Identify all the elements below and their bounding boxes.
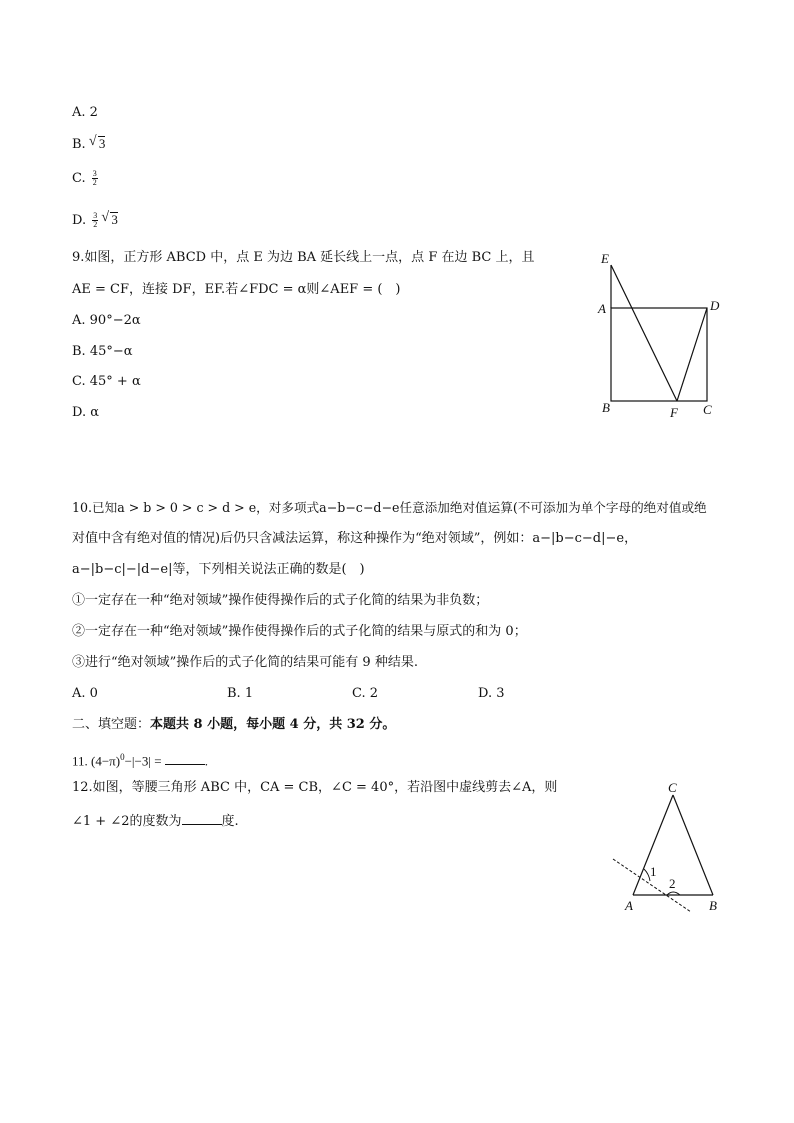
q10-option-d: D. 3	[478, 686, 505, 701]
q12-triangle-figure	[605, 775, 740, 920]
q10-stem-line3: a−|b−c|−|d−e|等，下列相关说法正确的数是( )	[72, 562, 365, 577]
section2-heading-prefix: 二、填空题：	[72, 717, 151, 732]
q10-option-b: B. 1	[227, 686, 254, 701]
q11-period: .	[204, 753, 209, 769]
label-angle-2: 2	[669, 876, 676, 891]
q10-option-a: A. 0	[72, 686, 98, 701]
q11-stem	[72, 749, 208, 769]
q12-stem-line2-suffix: 度.	[221, 814, 239, 829]
segment-df	[677, 308, 707, 401]
q9-stem-line1: 9.如图，正方形 ABCD 中，点 E 为边 BA 延长线上一点，点 F 在边 BC 上，且	[72, 250, 535, 265]
q10-statement-1: ①一定存在一种“绝对领域”操作使得操作后的式子化简的结果为非负数；	[72, 593, 489, 608]
label-a: A	[598, 301, 606, 316]
section2-heading-detail: 本题共 8 小题，每小题 4 分，共 32 分。	[150, 717, 396, 732]
q8-option-b-sqrt: √ 3	[98, 136, 106, 150]
label-f: F	[670, 405, 678, 420]
q10-statement-3: ③进行“绝对领域”操作后的式子化简的结果可能有 9 种结果.	[72, 655, 418, 670]
q8-option-c-label: C.	[72, 171, 86, 186]
q10-statement-2: ②一定存在一种“绝对领域”操作使得操作后的式子化简的结果与原式的和为 0；	[72, 624, 527, 639]
q9-option-a: A. 90°−2α	[72, 313, 141, 328]
segment-ef	[611, 265, 677, 401]
q8-option-d-fraction	[92, 212, 98, 229]
label-a: A	[625, 898, 633, 913]
q8-option-d-denominator: 2	[93, 220, 98, 229]
label-c: C	[703, 402, 712, 417]
q8-option-b-label: B.	[72, 137, 86, 152]
label-e: E	[601, 251, 609, 266]
section2-heading	[72, 717, 395, 733]
q11-expression-rest: −|−3| =	[124, 753, 165, 769]
q10-stem-line1: 10.已知a > b > 0 > c > d > e，对多项式a−b−c−d−e任意添加绝对值运算(不可添加为单个字母的绝对值或绝	[72, 500, 707, 515]
label-b: B	[709, 898, 717, 913]
q12-stem-line2	[72, 812, 239, 830]
q8-option-d-numerator: 3	[93, 211, 98, 220]
q12-answer-blank[interactable]	[182, 812, 222, 825]
q8-option-a: A. 2	[72, 105, 98, 120]
q8-option-c-fraction	[92, 170, 98, 187]
label-d: D	[710, 298, 720, 313]
q10-option-c: C. 2	[352, 686, 379, 701]
q8-option-c	[72, 170, 98, 187]
label-b: B	[602, 400, 610, 415]
q8-option-d-sqrt: √ 3	[110, 212, 118, 226]
q11-exponent: 0	[120, 752, 125, 762]
q10-stem-line2: 对值中含有绝对值的情况)后仍只含减法运算，称这种操作为“绝对领域”，例如：a−|b−c−d|−e，	[72, 531, 638, 546]
side-ca	[633, 795, 673, 895]
label-c: C	[668, 780, 677, 795]
q12-stem-line2-text: ∠1 + ∠2的度数为	[72, 814, 182, 829]
label-angle-1: 1	[650, 864, 657, 879]
q9-square-figure	[590, 245, 730, 425]
side-cb	[673, 795, 713, 895]
q8-option-d-label: D.	[72, 213, 87, 228]
q9-option-d: D. α	[72, 405, 100, 420]
q8-option-b	[72, 136, 105, 153]
q12-stem-line1: 12.如图，等腰三角形 ABC 中，CA = CB，∠C = 40°，若沿图中虚线剪去∠A，则	[72, 780, 558, 795]
q9-stem-line2: AE = CF，连接 DF，EF.若∠FDC = α则∠AEF = ( )	[72, 282, 401, 297]
q9-option-b: B. 45°−α	[72, 344, 133, 359]
q11-expression: 11. (4−π)	[72, 753, 121, 769]
q8-option-d	[72, 212, 118, 229]
q11-answer-blank[interactable]	[165, 752, 205, 765]
q9-option-c: C. 45° + α	[72, 374, 141, 389]
q8-option-c-numerator: 3	[92, 169, 97, 178]
q8-option-c-denominator: 2	[92, 178, 97, 187]
